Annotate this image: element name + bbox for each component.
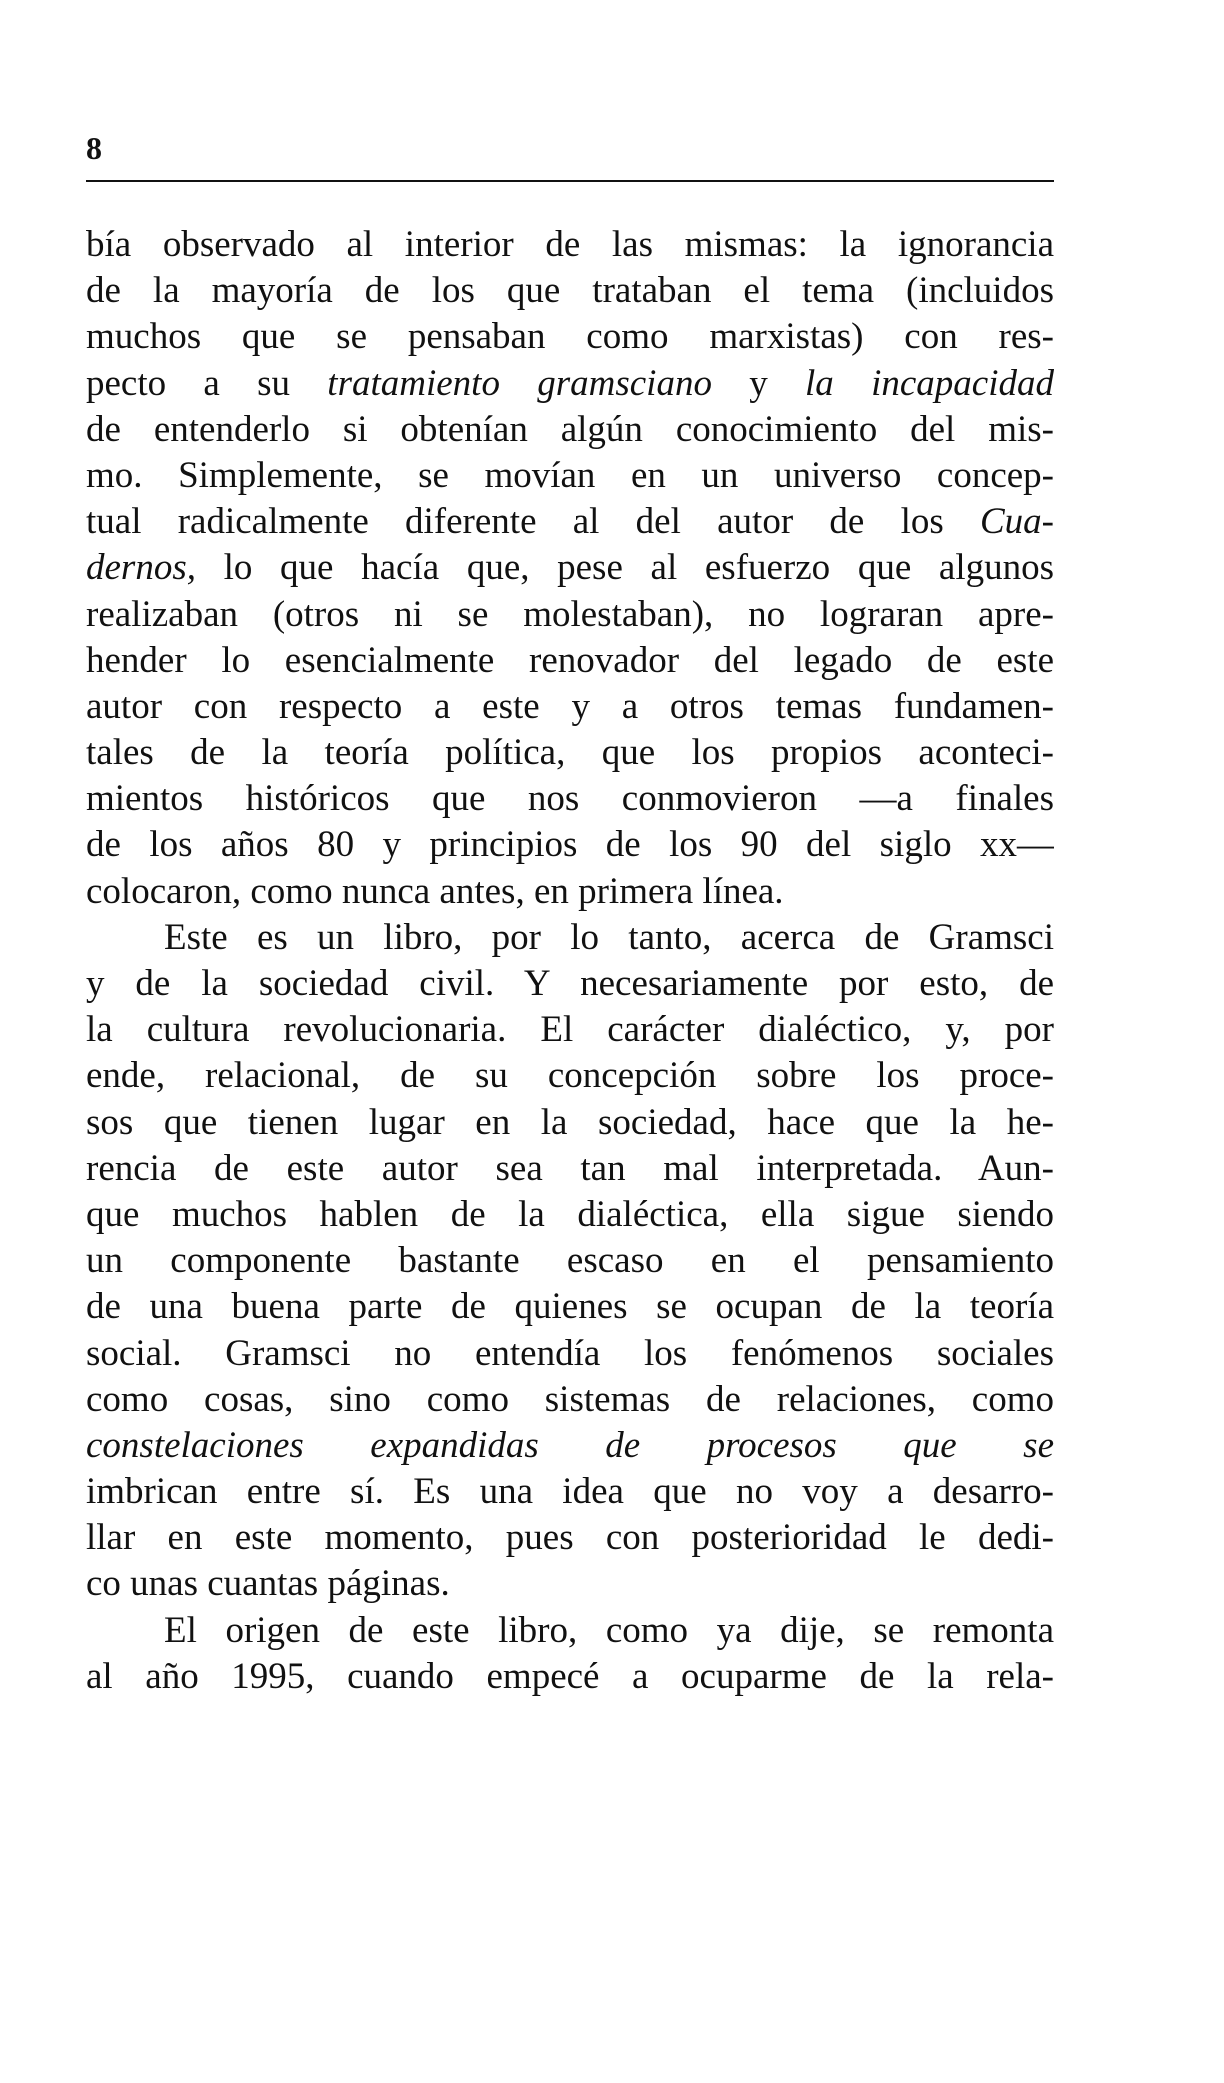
italic-text-segment: Cua- xyxy=(980,501,1054,543)
text-segment: sos que tienen lugar en la sociedad, hace que la he- xyxy=(86,1101,1054,1143)
text-segment xyxy=(837,1425,903,1466)
text-line xyxy=(86,499,1054,545)
text-segment: lo que hacía que, pese al esfuerzo que algunos xyxy=(195,547,1054,589)
text-segment: hender lo esencialmente renovador del legado de este xyxy=(86,639,1054,681)
text-segment: autor con respecto a este y a otros temas fundamen- xyxy=(86,685,1054,727)
text-line xyxy=(86,407,1054,453)
text-line xyxy=(86,1515,1054,1561)
text-line xyxy=(86,545,1054,591)
text-line xyxy=(86,822,1054,868)
text-line xyxy=(86,1608,1054,1654)
text-segment: ende, relacional, de su concepción sobre los proce- xyxy=(86,1055,1054,1097)
text-segment: de los años 80 y principios de los 90 del siglo xx— xyxy=(86,824,1054,866)
text-line xyxy=(86,915,1054,961)
text-line xyxy=(86,1053,1054,1099)
text-segment: co unas cuantas páginas. xyxy=(86,1563,450,1605)
text-line xyxy=(86,592,1054,638)
text-segment: de la mayoría de los que trataban el tema (incluidos xyxy=(86,270,1054,312)
text-segment: y xyxy=(711,362,806,404)
text-line xyxy=(86,1192,1054,1238)
paragraph xyxy=(86,222,1054,915)
text-line xyxy=(86,730,1054,776)
text-segment: realizaban (otros ni se molestaban), no lograran apre- xyxy=(86,593,1054,635)
text-line xyxy=(86,869,1054,915)
text-segment: Este es un libro, por lo tanto, acerca de Gramsci xyxy=(164,916,1054,958)
text-line xyxy=(86,776,1054,822)
text-segment: llar en este momento, pues con posterioridad le dedi- xyxy=(86,1517,1054,1559)
header-rule xyxy=(86,180,1054,182)
text-line xyxy=(86,1007,1054,1053)
page-number: 8 xyxy=(86,130,102,166)
body-text xyxy=(86,222,1054,1700)
paragraph xyxy=(86,915,1054,1608)
text-line xyxy=(86,1423,1054,1469)
paragraph xyxy=(86,1608,1054,1700)
text-segment: de entenderlo si obtenían algún conocimiento del mis- xyxy=(86,408,1054,450)
text-line xyxy=(86,314,1054,360)
text-segment: como cosas, sino como sistemas de relaciones, como xyxy=(86,1378,1054,1420)
text-segment: mientos históricos que nos conmovieron —a finales xyxy=(86,778,1054,820)
text-line xyxy=(86,961,1054,1007)
text-segment: rencia de este autor sea tan mal interpretada. Aun- xyxy=(86,1147,1054,1189)
text-segment: social. Gramsci no entendía los fenómenos sociales xyxy=(86,1332,1054,1374)
text-line xyxy=(86,638,1054,684)
text-line xyxy=(86,1654,1054,1700)
text-line xyxy=(86,1146,1054,1192)
italic-text-segment: constelaciones expandidas de procesos xyxy=(86,1424,837,1466)
text-segment: de una buena parte de quienes se ocupan de la teoría xyxy=(86,1286,1054,1328)
text-line xyxy=(86,1238,1054,1284)
text-segment: imbrican entre sí. Es una idea que no voy a desarro- xyxy=(86,1471,1054,1513)
text-segment: bía observado al interior de las mismas: la ignorancia xyxy=(86,224,1054,265)
text-segment: que muchos hablen de la dialéctica, ella sigue siendo xyxy=(86,1193,1054,1235)
text-segment: El origen de este libro, como ya dije, se remonta xyxy=(164,1609,1054,1651)
text-segment: pecto a su xyxy=(86,362,328,404)
text-line xyxy=(86,1561,1054,1607)
text-line xyxy=(86,1377,1054,1423)
text-segment: colocaron, como nunca antes, en primera línea. xyxy=(86,870,784,912)
text-segment: al año 1995, cuando empecé a ocuparme de la rela- xyxy=(86,1655,1054,1697)
text-line xyxy=(86,453,1054,499)
text-segment: tual radicalmente diferente al del autor de los xyxy=(86,501,980,543)
italic-text-segment: dernos, xyxy=(86,547,196,589)
text-line xyxy=(86,1100,1054,1146)
italic-text-segment: tratamiento gramsciano xyxy=(327,362,712,404)
text-line xyxy=(86,361,1054,407)
text-segment: la cultura revolucionaria. El carácter dialéctico, y, por xyxy=(86,1009,1054,1051)
text-line xyxy=(86,1469,1054,1515)
italic-text-segment: la incapacidad xyxy=(805,362,1054,404)
text-segment: mo. Simplemente, se movían en un universo concep- xyxy=(86,454,1054,496)
text-line xyxy=(86,684,1054,730)
text-line xyxy=(86,1331,1054,1377)
text-segment: muchos que se pensaban como marxistas) con res- xyxy=(86,316,1054,358)
text-line xyxy=(86,268,1054,314)
text-line xyxy=(86,222,1054,268)
text-segment: un componente bastante escaso en el pensamiento xyxy=(86,1240,1054,1282)
text-segment: y de la sociedad civil. Y necesariamente por esto, de xyxy=(86,963,1054,1004)
italic-text-segment: que se xyxy=(903,1424,1054,1466)
text-segment: tales de la teoría política, que los propios aconteci- xyxy=(86,732,1054,774)
text-line xyxy=(86,1284,1054,1330)
